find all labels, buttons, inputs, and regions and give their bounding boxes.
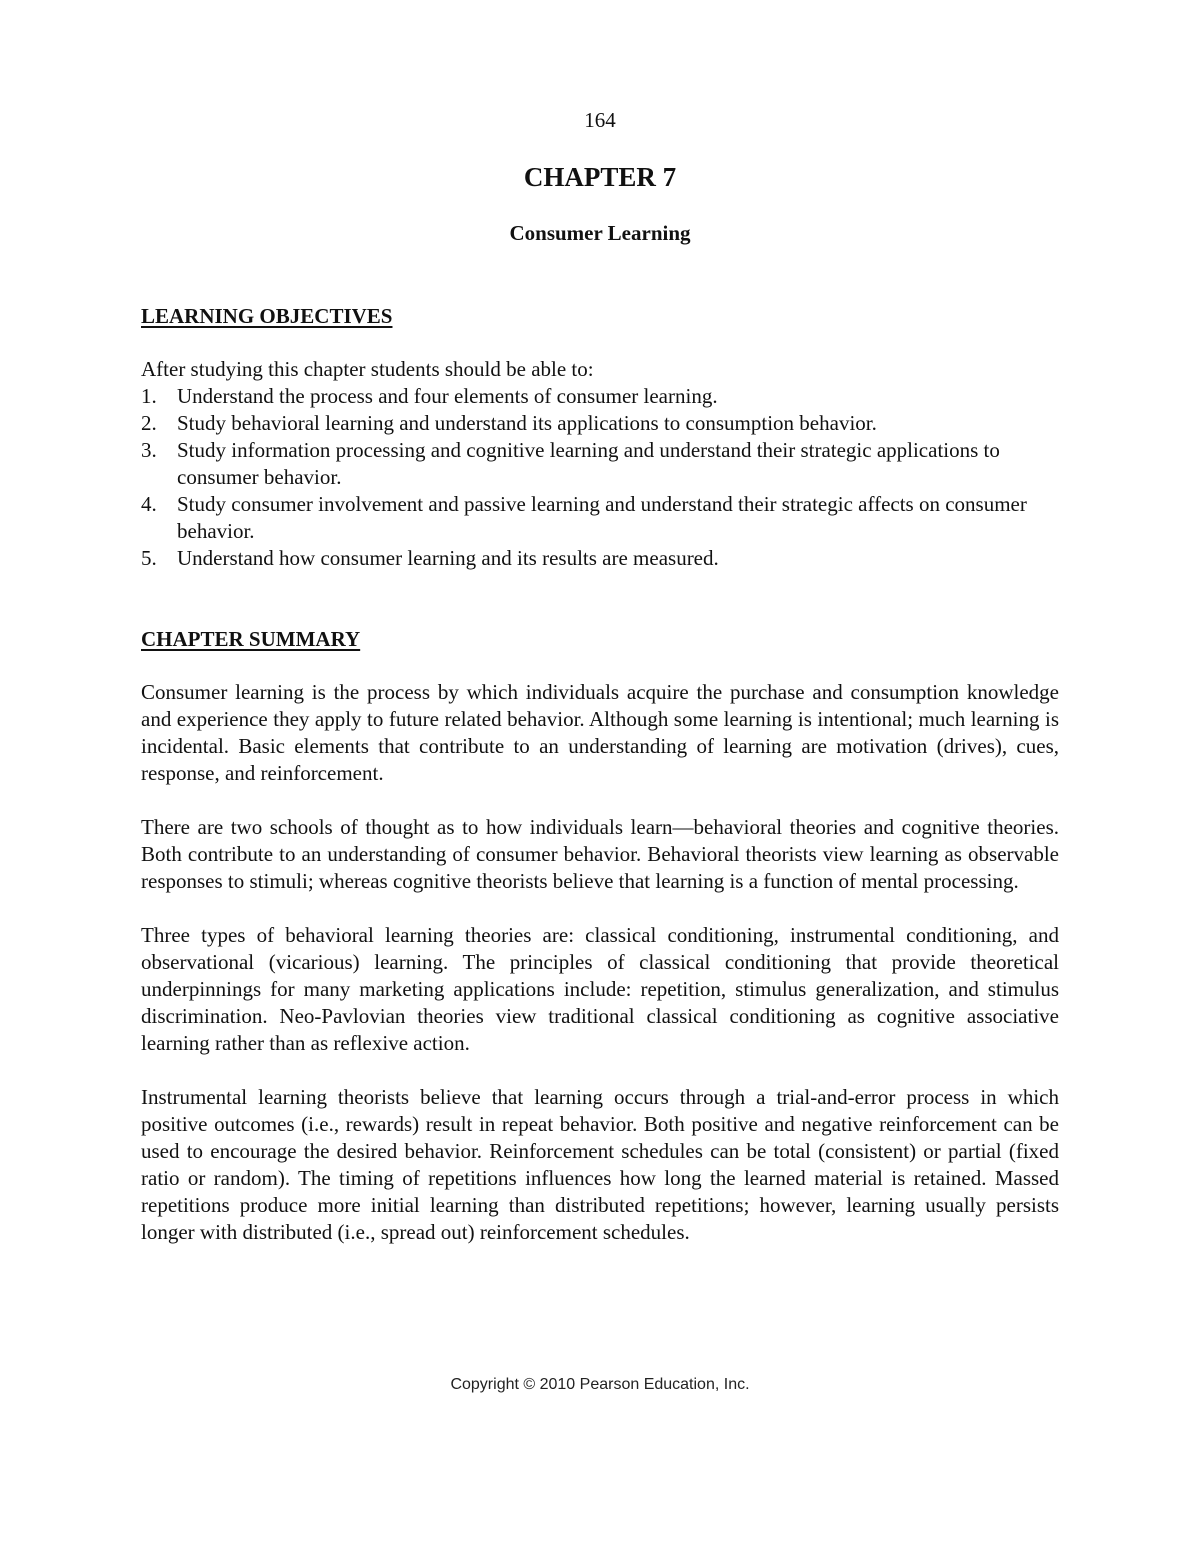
objective-text: Study behavioral learning and understand its applications to consumption behavior.: [177, 411, 877, 435]
objective-item: [141, 545, 1061, 572]
objective-number: 3.: [141, 438, 157, 462]
objectives-list: [141, 383, 1061, 572]
page-number: 164: [584, 108, 616, 132]
objectives-intro: After studying this chapter students should be able to:: [141, 357, 594, 381]
objective-text: Study consumer involvement and passive learning and understand their strategic affects on consumer behavior.: [177, 492, 1027, 543]
objective-number: 4.: [141, 492, 157, 516]
chapter-subtitle: Consumer Learning: [509, 221, 691, 245]
objective-number: 5.: [141, 546, 157, 570]
objective-text: Understand the process and four elements of consumer learning.: [177, 384, 718, 408]
learning-objectives-heading: LEARNING OBJECTIVES: [141, 304, 393, 328]
chapter-title: CHAPTER 7: [523, 162, 677, 192]
objective-item: [141, 437, 1061, 491]
chapter-summary-heading: CHAPTER SUMMARY: [141, 627, 361, 651]
chapter-summary-section: [141, 679, 1059, 1246]
summary-paragraph: Instrumental learning theorists believe that learning occurs through a trial-and-error process in which positive outcomes (i.e., rewards) result in repeat behavior. Both positive and negative reinforcement can be used to encourage the desired behavior. Reinforcement schedules can be total (consistent) or partial (fixed ratio or random). The timing of repetitions influences how long the learned material is retained. Massed repetitions produce more initial learning than distributed repetitions; however, learning usually persists longer with distributed (i.e., spread out) reinforcement schedules.: [141, 1085, 1059, 1244]
objective-text: Understand how consumer learning and its results are measured.: [177, 546, 719, 570]
objective-item: [141, 410, 1061, 437]
objective-number: 1.: [141, 384, 157, 408]
objective-text: Study information processing and cognitive learning and understand their strategic applications to consumer behavior.: [177, 438, 1000, 489]
summary-paragraph: Consumer learning is the process by which individuals acquire the purchase and consumption knowledge and experience they apply to future related behavior. Although some learning is intentional; much learning is incidental. Basic elements that contribute to an understanding of learning are motivation (drives), cues, response, and reinforcement.: [141, 680, 1059, 785]
learning-objectives-section: [141, 356, 1061, 572]
summary-paragraph: There are two schools of thought as to how individuals learn—behavioral theories and cognitive theories. Both contribute to an understanding of consumer behavior. Behavioral theorists view learning as observable responses to stimuli; whereas cognitive theorists believe that learning is a function of mental processing.: [141, 815, 1059, 893]
objective-item: [141, 491, 1061, 545]
objective-item: [141, 383, 1061, 410]
summary-paragraph: Three types of behavioral learning theories are: classical conditioning, instrumental conditioning, and observational (vicarious) learning. The principles of classical conditioning that provide theoretical underpinnings for many marketing applications include: repetition, stimulus generalization, and stimulus discrimination. Neo-Pavlovian theories view traditional classical conditioning as cognitive associative learning rather than as reflexive action.: [141, 923, 1059, 1055]
objective-number: 2.: [141, 411, 157, 435]
copyright-footer: Copyright © 2010 Pearson Education, Inc.: [450, 1376, 750, 1393]
